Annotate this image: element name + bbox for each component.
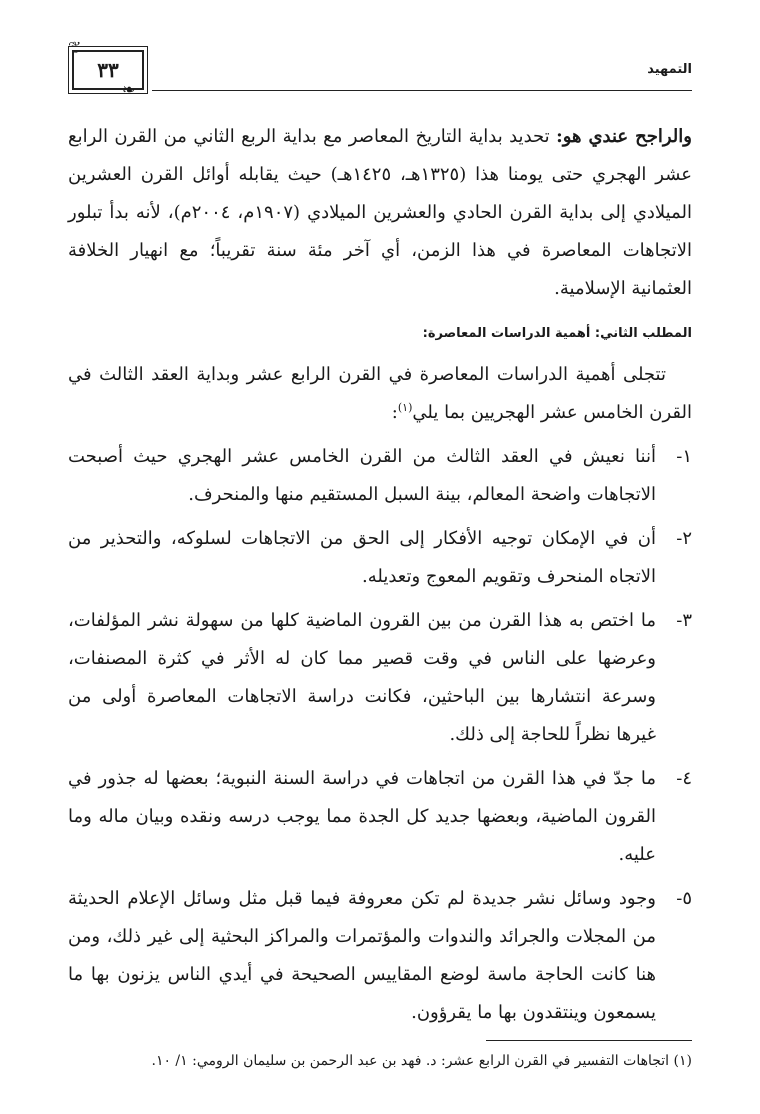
list-item: [68, 438, 692, 514]
intro-text: تحديد بداية التاريخ المعاصر مع بداية الربع الثاني من القرن الرابع عشر الهجري حتى يومنا هذا (١٣٢٥هـ، ١٤٢٥هـ) حيث يقابله أوائل القرن العشرين الميلادي إلى بداية القرن الحادي والعشرين الميلادي (١٩٠٧م، ٢٠٠٤م)، لأنه بدأ تبلور الاتجاهات المعاصرة في هذا الزمن، أي آخر مئة سنة تقريباً؛ مع انهيار الخلافة العثمانية الإسلامية.: [68, 126, 693, 299]
list-item-text: ما اختص به هذا القرن من بين القرون الماضية كلها من سهولة نشر المؤلفات، وعرضها على الناس في وقت قصير مما كان له الأثر في كثرة المصنفات، وسرعة انتشارها بين الباحثين، فكانت دراسة الاتجاهات المعاصرة أولى من غيرها نظراً للحاجة إلى ذلك.: [68, 610, 656, 745]
footnote-reference[interactable]: (١): [397, 401, 413, 414]
list-item: [68, 880, 692, 1032]
footnote: [68, 1048, 692, 1074]
footnote-rule: [486, 1040, 692, 1041]
footnote-marker: (١): [673, 1053, 692, 1069]
list-item: [68, 760, 692, 874]
list-item-number: ٤-: [676, 768, 692, 789]
page-header: [68, 38, 692, 99]
list-item-number: ٥-: [676, 888, 692, 909]
section-intro-text: تتجلى أهمية الدراسات المعاصرة في القرن الرابع عشر وبداية العقد الثالث في القرن الخامس عشر الهجريين بما يلي: [68, 364, 692, 423]
running-title: التمهيد: [647, 62, 692, 77]
list-item: [68, 602, 692, 754]
page-body: [68, 118, 692, 1032]
floral-ornament-icon: ❧: [122, 80, 136, 99]
page-number: ٣٣: [72, 50, 144, 90]
list-item-number: ١-: [676, 446, 692, 467]
list-item-number: ٣-: [676, 610, 692, 631]
footnote-text: اتجاهات التفسير في القرن الرابع عشر: د. فهد بن عبد الرحمن بن سليمان الرومي: ١/ ١٠.: [151, 1053, 670, 1069]
list-item-text: ما جدّ في هذا القرن من اتجاهات في دراسة السنة النبوية؛ بعضها له جذور في القرون الماضية، وبعضها جديد كل الجدة مما يوجب درسه ونقده وبيان ماله وما عليه.: [68, 768, 656, 865]
header-rule: [152, 90, 692, 91]
list-item-text: أننا نعيش في العقد الثالث من القرن الخامس عشر الهجري حيث أصبحت الاتجاهات واضحة المعالم، بينة السبل المستقيم منها والمنحرف.: [68, 446, 656, 505]
list-item-number: ٢-: [676, 528, 692, 549]
floral-ornament-icon: ❦: [68, 38, 82, 57]
list-item: [68, 520, 692, 596]
list-item-text: وجود وسائل نشر جديدة لم تكن معروفة فيما قبل مثل وسائل الإعلام الحديثة من المجلات والجرائد والندوات والمؤتمرات والمراكز البحثية إلى غير ذلك، ومن هنا كانت الحاجة ماسة لوضع المقاييس الصحيحة في أيدي الناس يزنون بها ما يسمعون وينتقدون بها ما يقرؤون.: [68, 888, 656, 1023]
list-item-text: أن في الإمكان توجيه الأفكار إلى الحق من الاتجاهات لسلوكه، والتحذير من الاتجاه المنحرف وتقويم المعوج وتعديله.: [68, 528, 656, 587]
intro-lead: والراجح عندي هو:: [556, 126, 692, 147]
intro-paragraph: [68, 118, 692, 308]
section-intro-paragraph: [68, 356, 692, 432]
section-intro-tail: :: [391, 402, 398, 423]
section-heading: المطلب الثاني: أهمية الدراسات المعاصرة:: [422, 326, 692, 341]
